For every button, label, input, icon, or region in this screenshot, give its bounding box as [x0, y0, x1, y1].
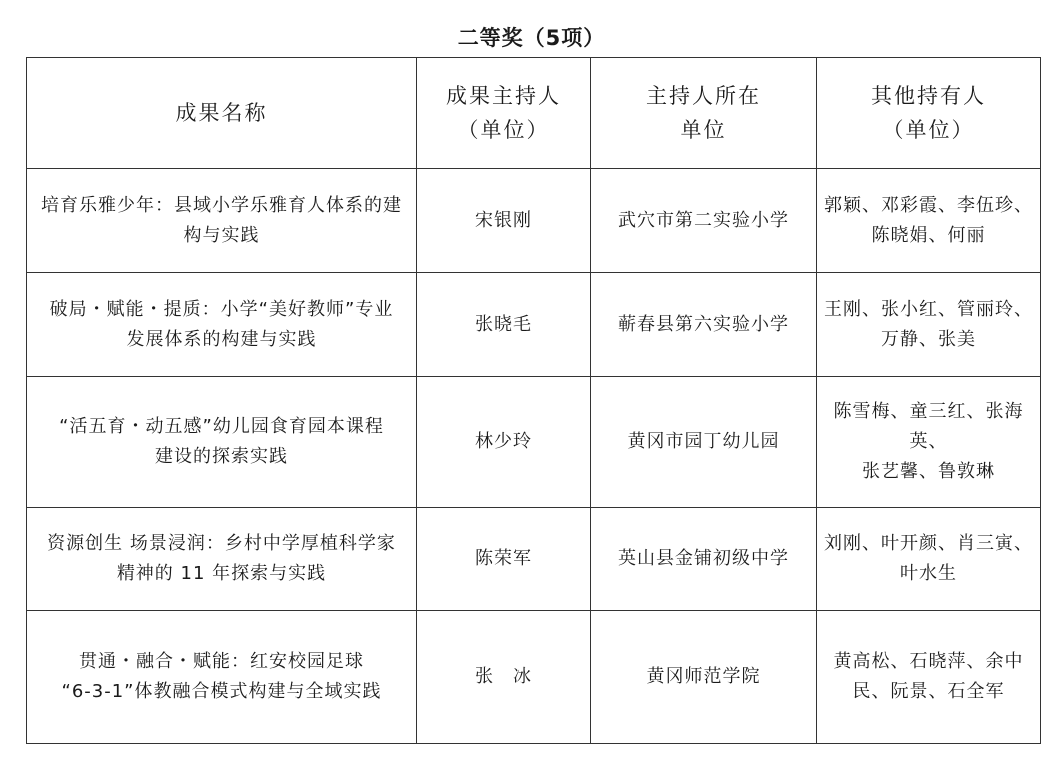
- cell-text: “活五育・动五感”幼儿园食育园本课程: [59, 416, 384, 437]
- cell-text: 建设的探索实践: [155, 446, 288, 467]
- other-holders-cell: [817, 377, 1041, 508]
- cell-text: 叶水生: [900, 563, 957, 584]
- cell-text: 资源创生 场景浸润：乡村中学厚植科学家: [47, 533, 396, 554]
- unit-cell: [591, 377, 817, 508]
- cell-text: 破局・赋能・提质：小学“美好教师”专业: [49, 298, 394, 320]
- cell-text: 宋银刚: [475, 209, 532, 231]
- table-row: [27, 377, 1041, 508]
- header-other-holders: [817, 58, 1041, 169]
- cell-text: 黄冈师范学院: [646, 666, 761, 687]
- table-row: [27, 611, 1041, 744]
- cell-text: 张 冰: [475, 666, 532, 687]
- table-row: [27, 273, 1041, 377]
- cell-text: 英、: [909, 431, 948, 452]
- header-text: 单位: [680, 118, 727, 142]
- achievement-name-cell: [27, 611, 417, 744]
- header-achievement-name: [27, 58, 417, 169]
- host-cell: [417, 377, 591, 508]
- cell-text: 黄高松、石晓萍、余中: [833, 651, 1024, 672]
- table-header-row: [27, 58, 1041, 169]
- cell-text: 张晓毛: [475, 313, 532, 335]
- header-text: 主持人所在: [646, 84, 761, 108]
- cell-text: 精神的 11 年探索与实践: [116, 563, 327, 584]
- host-cell: [417, 169, 591, 273]
- unit-cell: [591, 611, 817, 744]
- cell-text: 贯通・融合・赋能：红安校园足球: [79, 651, 364, 672]
- cell-text: 英山县金铺初级中学: [618, 548, 789, 569]
- header-text: 成果名称: [175, 101, 268, 125]
- header-text: 其他持有人: [871, 84, 986, 108]
- unit-cell: [591, 169, 817, 273]
- header-text: 成果主持人: [446, 84, 561, 108]
- cell-text: 发展体系的构建与实践: [126, 328, 317, 350]
- host-cell: [417, 611, 591, 744]
- achievement-name-cell: [27, 273, 417, 377]
- cell-text: 民、阮景、石全军: [852, 681, 1005, 702]
- cell-text: 刘刚、叶开颜、肖三寅、: [824, 533, 1033, 554]
- header-host: [417, 58, 591, 169]
- table-row: [27, 169, 1041, 273]
- cell-text: 郭颖、邓彩霞、李伍珍、: [824, 194, 1033, 216]
- cell-text: 武穴市第二实验小学: [618, 209, 789, 231]
- cell-text: 张艺馨、鲁敦琳: [862, 461, 995, 482]
- cell-text: 构与实践: [183, 224, 260, 246]
- cell-text: “6-3-1”体教融合模式构建与全域实践: [61, 681, 382, 702]
- table-row: [27, 508, 1041, 611]
- header-text: （单位）: [882, 118, 975, 142]
- cell-text: 陈雪梅、童三红、张海: [833, 401, 1024, 422]
- achievement-name-cell: [27, 508, 417, 611]
- cell-text: 蕲春县第六实验小学: [618, 313, 789, 335]
- cell-text: 陈荣军: [475, 548, 532, 569]
- cell-text: 陈晓娟、何丽: [871, 224, 986, 246]
- other-holders-cell: [817, 611, 1041, 744]
- unit-cell: [591, 508, 817, 611]
- other-holders-cell: [817, 169, 1041, 273]
- page-title: 二等奖（5项）: [457, 26, 606, 50]
- host-cell: [417, 508, 591, 611]
- header-text: （单位）: [457, 118, 550, 142]
- cell-text: 培育乐雅少年：县域小学乐雅育人体系的建: [41, 194, 402, 216]
- awards-table: [26, 57, 1041, 744]
- other-holders-cell: [817, 508, 1041, 611]
- achievement-name-cell: [27, 169, 417, 273]
- host-cell: [417, 273, 591, 377]
- cell-text: 万静、张美: [881, 328, 976, 350]
- cell-text: 王刚、张小红、管丽玲、: [824, 298, 1033, 320]
- unit-cell: [591, 273, 817, 377]
- cell-text: 黄冈市园丁幼儿园: [627, 431, 780, 452]
- achievement-name-cell: [27, 377, 417, 508]
- other-holders-cell: [817, 273, 1041, 377]
- header-host-unit: [591, 58, 817, 169]
- cell-text: 林少玲: [475, 431, 532, 452]
